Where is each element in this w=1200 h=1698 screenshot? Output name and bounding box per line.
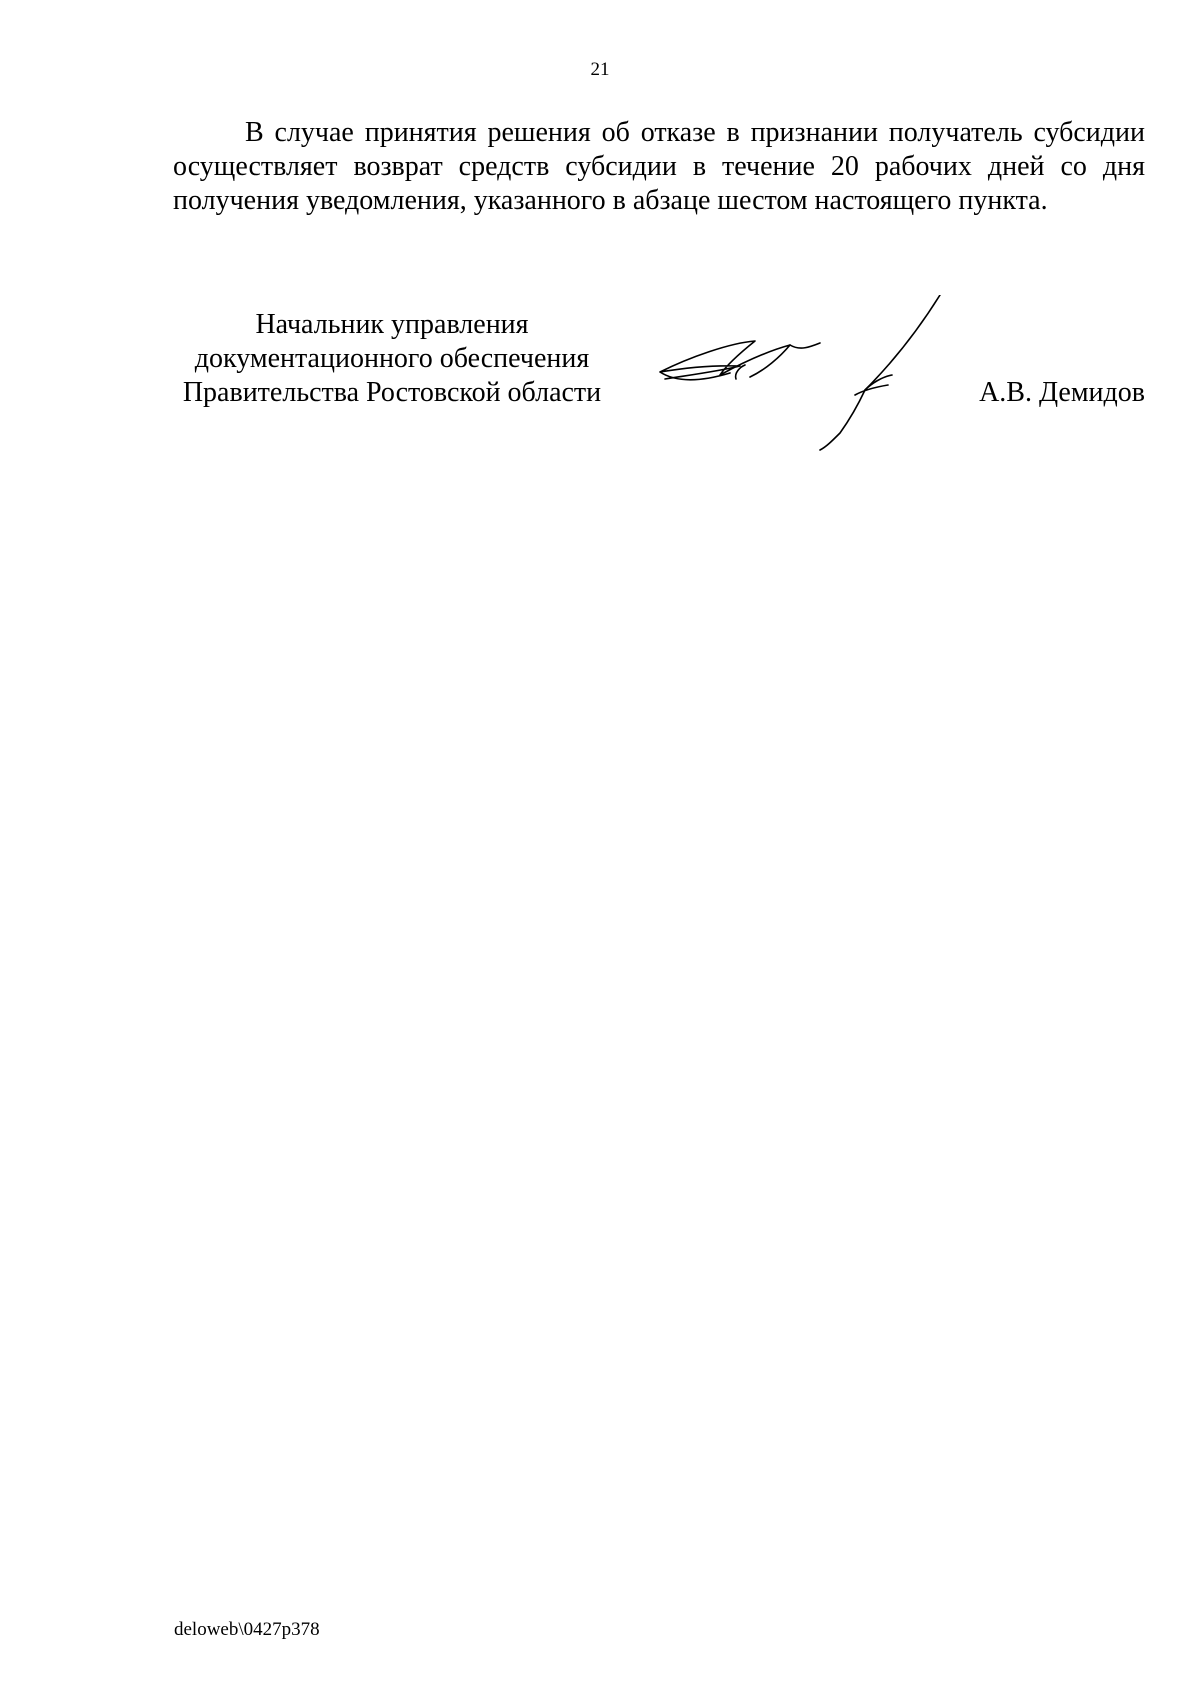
signatory-position (172, 308, 612, 410)
document-code: deloweb\0427p378 (174, 1619, 320, 1640)
signatory-position-line-3: Правительства Ростовской области (182, 377, 602, 408)
signature-stroke-cross (855, 375, 892, 395)
signature-stroke-long (820, 295, 940, 450)
body-paragraph: В случае принятия решения об отказе в признании получатель субсидии осуществляет возврат средств субсидии в течение 20 рабочих дней со дня получения уведомления, указанного в абзаце шестом настоящего пункта. (173, 117, 1145, 216)
signatory-position-line-2: документационного обеспечения (194, 343, 590, 374)
page-number: 21 (590, 59, 610, 80)
signature-stroke-loop (660, 341, 790, 380)
signatory-position-line-1: Начальник управления (255, 309, 529, 340)
signature-stroke-tail (790, 343, 820, 348)
handwritten-signature (650, 295, 950, 465)
signatory-name: А.В. Демидов (979, 377, 1145, 408)
